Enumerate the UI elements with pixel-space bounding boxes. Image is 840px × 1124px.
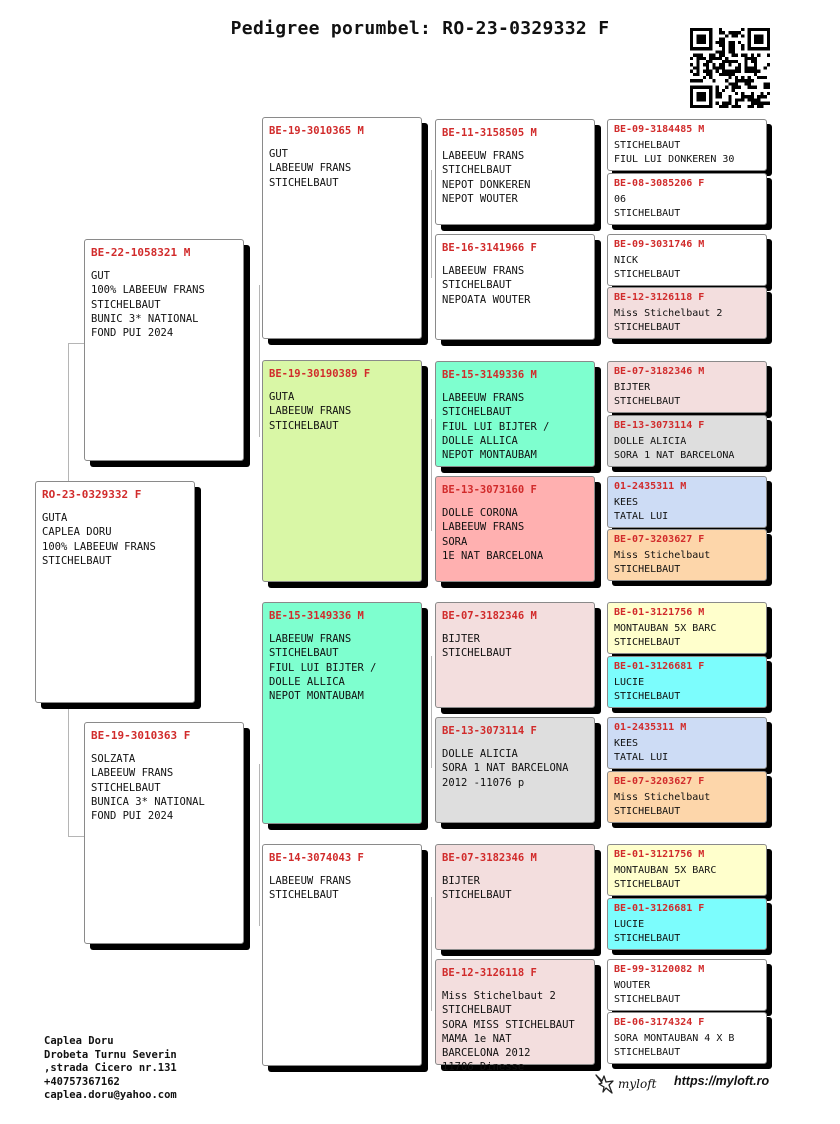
ring-number: BE-12-3126118 F <box>614 292 705 303</box>
ring-number: BE-06-3174324 F <box>614 1017 705 1028</box>
info-line: TATAL LUI <box>614 752 669 763</box>
pedigree-card-dam-sire <box>262 602 422 824</box>
info-line: STICHELBAUT <box>614 564 681 575</box>
info-line: WOUTER <box>614 980 651 991</box>
info-line: NEPOT DONKEREN <box>442 178 531 191</box>
owner-email[interactable]: caplea.doru@yahoo.com <box>44 1089 177 1101</box>
info-line: DOLLE ALLICA <box>269 675 345 688</box>
pedigree-card-gen5 <box>607 959 767 1011</box>
info-line: STICHELBAUT <box>614 1047 681 1058</box>
info-line: STICHELBAUT <box>614 691 681 702</box>
info-line: NEPOATA WOUTER <box>442 293 531 306</box>
ring-number: BE-12-3126118 F <box>442 967 537 979</box>
info-line: FIUL LUI BIJTER / <box>269 661 377 674</box>
info-line: 06 <box>614 194 627 205</box>
pedigree-card-subject <box>35 481 195 703</box>
pedigree-card-gen4 <box>435 602 595 708</box>
connector-line <box>68 836 84 837</box>
pedigree-card-sire-sire <box>262 117 422 339</box>
connector-line <box>431 897 432 1011</box>
info-line: NEPOT MONTAUBAM <box>442 449 537 462</box>
info-line: FIUL LUI BIJTER / <box>442 420 550 433</box>
ring-number: BE-07-3182346 M <box>614 366 705 377</box>
info-line: SORA <box>442 535 468 548</box>
ring-number: BE-15-3149336 M <box>269 610 364 622</box>
page-title: Pedigree porumbel: RO-23-0329332 F <box>230 18 610 39</box>
owner-city: Drobeta Turnu Severin <box>44 1048 177 1061</box>
info-line: Miss Stichelbaut 2 <box>442 990 556 1003</box>
website-link[interactable]: https://myloft.ro <box>674 1074 770 1088</box>
info-line: TATAL LUI <box>614 511 669 522</box>
ring-number: BE-07-3182346 M <box>442 852 537 864</box>
ring-number: BE-13-3073160 F <box>442 484 537 496</box>
connector-line <box>259 764 260 926</box>
pedigree-card-gen4 <box>435 119 595 225</box>
ring-number: BE-19-30190389 F <box>269 368 371 380</box>
info-line: STICHELBAUT <box>91 781 161 794</box>
info-line: STICHELBAUT <box>442 164 512 177</box>
ring-number: BE-08-3085206 F <box>614 178 705 189</box>
info-line: BIJTER <box>614 382 651 393</box>
ring-number: BE-13-3073114 F <box>614 420 705 431</box>
owner-contact <box>44 1035 177 1103</box>
info-line: CAPLEA DORU <box>42 526 112 539</box>
info-line: STICHELBAUT <box>614 994 681 1005</box>
info-line: GUT <box>269 148 288 161</box>
info-line: FOND PUI 2024 <box>91 810 174 823</box>
info-line: Miss Stichelbaut <box>614 792 711 803</box>
ring-number: BE-19-3010363 F <box>91 729 191 742</box>
info-line: SORA MONTAUBAN 4 X B <box>614 1033 735 1044</box>
qr-code-icon <box>690 28 770 108</box>
info-line: 100% LABEEUW FRANS <box>42 540 156 553</box>
pedigree-card-gen5 <box>607 771 767 823</box>
info-line: SORA 1 NAT BARCELONA <box>442 762 569 775</box>
logo-text: myloft <box>618 1077 657 1091</box>
info-line: Miss Stichelbaut 2 <box>614 308 723 319</box>
info-line: FOND PUI 2024 <box>91 327 174 340</box>
info-line: LABEEUW FRANS <box>269 162 352 175</box>
info-line: STICHELBAUT <box>614 140 681 151</box>
info-line: STICHELBAUT <box>269 176 339 189</box>
pedigree-card-gen5 <box>607 361 767 413</box>
ring-number: BE-01-3126681 F <box>614 903 705 914</box>
myloft-logo <box>593 1072 656 1096</box>
ring-number: BE-07-3182346 M <box>442 610 537 622</box>
info-line: STICHELBAUT <box>42 554 112 567</box>
info-line: LABEEUW FRANS <box>91 767 174 780</box>
ring-number: BE-09-3184485 M <box>614 124 705 135</box>
info-line: STICHELBAUT <box>614 637 681 648</box>
ring-number: BE-22-1058321 M <box>91 246 191 259</box>
pedigree-card-gen5 <box>607 717 767 769</box>
info-line: LABEEUW FRANS <box>269 633 352 646</box>
info-line: MAMA 1e NAT <box>442 1032 512 1045</box>
info-line: BARCELONA 2012 <box>442 1047 531 1060</box>
ring-number: BE-99-3120082 M <box>614 964 705 975</box>
info-line: STICHELBAUT <box>614 269 681 280</box>
info-line: DOLLE ALICIA <box>614 436 687 447</box>
info-line: GUT <box>91 270 110 283</box>
info-line: STICHELBAUT <box>614 806 681 817</box>
pedigree-card-gen5 <box>607 898 767 950</box>
ring-number: BE-11-3158505 M <box>442 127 537 139</box>
info-line: 1E NAT BARCELONA <box>442 549 544 562</box>
info-line: STICHELBAUT <box>442 279 512 292</box>
info-line: DOLLE ALLICA <box>442 434 518 447</box>
info-line: LABEEUW FRANS <box>442 392 525 405</box>
info-line: DOLLE CORONA <box>442 507 518 520</box>
info-line: STICHELBAUT <box>269 889 339 902</box>
ring-number: BE-07-3203627 F <box>614 776 705 787</box>
owner-street: ,strada Cicero nr.131 <box>44 1062 177 1074</box>
pedigree-card-gen5 <box>607 173 767 225</box>
info-line: STICHELBAUT <box>269 419 339 432</box>
connector-line <box>68 343 84 344</box>
info-line: BUNICA 3* NATIONAL <box>91 795 205 808</box>
info-line: 11706 Dinesse <box>442 1061 525 1074</box>
info-line: MONTAUBAN 5X BARC <box>614 623 717 634</box>
ring-number: 01-2435311 M <box>614 481 687 492</box>
pedigree-card-gen5 <box>607 656 767 708</box>
info-line: STICHELBAUT <box>442 647 512 660</box>
info-line: BIJTER <box>442 875 480 888</box>
info-line: STICHELBAUT <box>269 647 339 660</box>
connector-line <box>431 656 432 768</box>
ring-number: BE-15-3149336 M <box>442 369 537 381</box>
info-line: LUCIE <box>614 677 645 688</box>
ring-number: 01-2435311 M <box>614 722 687 733</box>
info-line: STICHELBAUT <box>614 933 681 944</box>
ring-number: BE-07-3203627 F <box>614 534 705 545</box>
info-line: GUTA <box>42 512 68 525</box>
pedigree-card-gen4 <box>435 361 595 467</box>
pedigree-card-gen5 <box>607 529 767 581</box>
pedigree-card-gen4 <box>435 959 595 1074</box>
pedigree-card-gen5 <box>607 415 767 467</box>
info-line: GUTA <box>269 391 295 404</box>
info-line: LABEEUW FRANS <box>269 875 352 888</box>
pedigree-card-gen5 <box>607 119 767 171</box>
pedigree-card-gen5 <box>607 287 767 339</box>
ring-number: BE-01-3121756 M <box>614 607 705 618</box>
ring-number: RO-23-0329332 F <box>42 488 142 501</box>
info-line: KEES <box>614 497 639 508</box>
info-line: NEPOT MONTAUBAM <box>269 690 364 703</box>
info-line: LABEEUW FRANS <box>442 265 525 278</box>
ring-number: BE-09-3031746 M <box>614 239 705 250</box>
info-line: STICHELBAUT <box>91 298 161 311</box>
info-line: STICHELBAUT <box>614 879 681 890</box>
info-line: LABEEUW FRANS <box>269 405 352 418</box>
info-line: STICHELBAUT <box>614 322 681 333</box>
owner-phone: +40757367162 <box>44 1075 120 1088</box>
pedigree-card-dam-dam <box>262 844 422 1066</box>
pedigree-card-gen5 <box>607 476 767 528</box>
info-line: LUCIE <box>614 919 645 930</box>
info-line: STICHELBAUT <box>614 208 681 219</box>
pedigree-card-sire-dam <box>262 360 422 582</box>
info-line: SOLZATA <box>91 753 136 766</box>
bird-logo-icon <box>593 1072 615 1096</box>
info-line: BIJTER <box>442 633 480 646</box>
ring-number: BE-14-3074043 F <box>269 852 364 864</box>
info-line: FIUL LUI DONKEREN 30 <box>614 154 735 165</box>
connector-line <box>431 419 432 531</box>
ring-number: BE-01-3126681 F <box>614 661 705 672</box>
info-line: BUNIC 3* NATIONAL <box>91 312 199 325</box>
pedigree-card-gen4 <box>435 717 595 823</box>
pedigree-card-dam <box>84 722 244 944</box>
ring-number: BE-16-3141966 F <box>442 242 537 254</box>
info-line: MONTAUBAN 5X BARC <box>614 865 717 876</box>
connector-line <box>431 170 432 278</box>
info-line: NEPOT WOUTER <box>442 192 518 205</box>
ring-number: BE-19-3010365 M <box>269 125 364 137</box>
info-line: STICHELBAUT <box>442 889 512 902</box>
pedigree-card-gen4 <box>435 476 595 582</box>
info-line: SORA 1 NAT BARCELONA <box>614 450 735 461</box>
connector-line <box>259 285 260 437</box>
pedigree-card-gen5 <box>607 844 767 896</box>
ring-number: BE-13-3073114 F <box>442 725 537 737</box>
info-line: 100% LABEEUW FRANS <box>91 284 205 297</box>
pedigree-card-gen4 <box>435 234 595 340</box>
pedigree-card-sire <box>84 239 244 461</box>
pedigree-card-gen5 <box>607 234 767 286</box>
info-line: LABEEUW FRANS <box>442 521 525 534</box>
info-line: 2012 -11076 p <box>442 776 525 789</box>
pedigree-card-gen5 <box>607 602 767 654</box>
info-line: STICHELBAUT <box>442 406 512 419</box>
info-line: LABEEUW FRANS <box>442 150 525 163</box>
info-line: DOLLE ALICIA <box>442 748 518 761</box>
info-line: STICHELBAUT <box>614 396 681 407</box>
pedigree-card-gen4 <box>435 844 595 950</box>
info-line: Miss Stichelbaut <box>614 550 711 561</box>
owner-name: Caplea Doru <box>44 1035 114 1047</box>
info-line: STICHELBAUT <box>442 1004 512 1017</box>
pedigree-card-gen5 <box>607 1012 767 1064</box>
info-line: SORA MISS STICHELBAUT <box>442 1018 575 1031</box>
ring-number: BE-01-3121756 M <box>614 849 705 860</box>
info-line: NICK <box>614 255 639 266</box>
info-line: KEES <box>614 738 639 749</box>
